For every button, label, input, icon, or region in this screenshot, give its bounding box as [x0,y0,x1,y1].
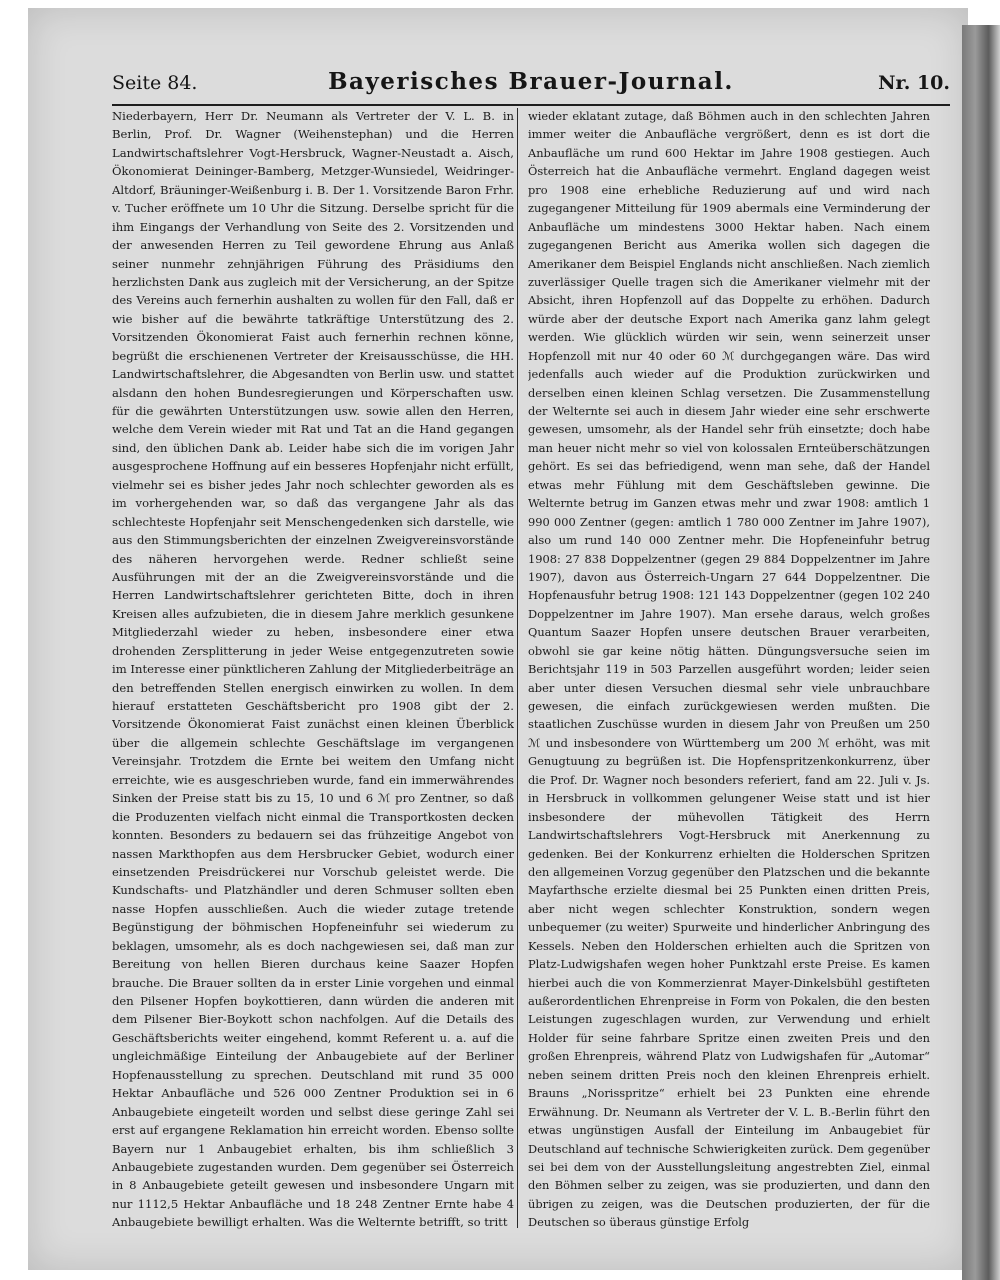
column-divider [517,108,518,1228]
binding-shadow [962,25,1000,1280]
header-rule [112,104,950,106]
body-text-right: wieder eklatant zutage, daß Böhmen auch in den schlechten Jahren immer weiter die Anbaufläche vergrößert, denn es ist dort die Anbaufläche um rund 600 Hektar im Jahre 1908 gestiegen. Auch Österreich hat die Anbaufläche vermehrt. England dagegen weist pro 1908 eine erhebliche Reduzierung auf und wird nach zugegangener Mitteilung für 1909 abermals eine Verminderung der Anbaufläche um mindestens 3000 Hektar haben. Nach einem zugegangenen Bericht aus Amerika wollen sich dagegen die Amerikaner dem Beispiel Englands nicht anschließen. Nach ziemlich zuverlässiger Quelle tragen sich die Amerikaner vielmehr mit der Absicht, ihren Hopfenzoll auf das Doppelte zu erhöhen. Dadurch würde aber der deutsche Export nach Amerika ganz lahm gelegt werden. Wie glücklich würden wir sein, wenn seinerzeit unser Hopfenzoll mit nur 40 oder 60 ℳ durchgegangen wäre. Das wird jedenfalls auch wieder auf die Produktion zurückwirken und derselben einen kleinen Schlag versetzen. Die Zusammenstellung der Welternte sei auch in diesem Jahr wieder eine sehr erschwerte gewesen, umsomehr, als der Handel sehr früh einsetzte; doch habe man heuer nicht mehr so viel von kolossalen Ernteüberschätzungen gehört. Es sei das befriedigend, wenn man sehe, daß der Handel etwas mehr Fühlung mit dem Geschäftsleben gewinne. Die Welternte betrug im Ganzen etwas mehr und zwar 1908: amtlich 1 990 000 Zentner (gegen: amtlich 1 780 000 Zentner im Jahre 1907), also um rund 140 000 Zentner mehr. Die Hopfeneinfuhr betrug 1908: 27 838 Doppelzentner (gegen 29 884 Doppelzentner im Jahre 1907), davon aus Österreich-Ungarn 27 644 Doppelzentner. Die Hopfenausfuhr betrug 1908: 121 143 Doppelzentner (gegen 102 240 Doppelzentner im Jahre 1907). Man ersehe daraus, welch großes Quantum Saazer Hopfen unsere deutschen Brauer verarbeiten, obwohl sie gar keine nötig hätten. Düngungsversuche seien im Berichtsjahr 119 in 503 Parzellen ausgeführt worden; leider seien aber unter diesen Versuchen diesmal sehr viele unbrauchbare gewesen, die einfach zurückgewiesen werden mußten. Die staatlichen Zuschüsse wurden in diesem Jahr von Preußen um 250 ℳ und insbesondere von Württemberg um 200 ℳ erhöht, was mit Genugtuung zu begrüßen ist. Die Hopfenspritzenkonkurrenz, über die Prof. Dr. Wagner noch besonders referiert, fand am 22. Juli v. Js. in Hersbruck in vollkommen gelungener Weise statt und ist hier insbesondere der mühevollen Tätigkeit des Herrn Landwirtschaftslehrers Vogt-Hersbruck mit Anerkennung zu gedenken. Bei der Konkurrenz erhielten die Holderschen Spritzen den allgemeinen Vorzug gegenüber den Platzschen und die bekannte Mayfarthsche erzielte diesmal bei 25 Punkten einen dritten Preis, aber nicht wegen schlechter Konstruktion, sondern wegen unbequemer (zu weiter) Spurweite und hinderlicher Anbringung des Kessels. Neben den Holderschen erhielten auch die Spritzen von Platz-Ludwigshafen wegen hoher Punktzahl erste Preise. Es kamen hierbei auch die von Kommerzienrat Mayer-Dinkelsbühl gestifteten außerordentlichen Ehrenpreise in Form von Pokalen, die den besten Leistungen zugeschlagen wurden, zur Verwendung und erhielt Holder für seine fahrbare Spritze einen zweiten Preis und den großen Ehrenpreis, während Platz von Ludwigshafen für „Automar“ neben seinem dritten Preis noch den kleinen Ehrenpreis erhielt. Brauns „Norisspritze“ erhielt bei 23 Punkten eine ehrende Erwähnung. Dr. Neumann als Vertreter der V. L. B.-Berlin führt den etwas ungünstigen Ausfall der Einteilung im Anbaugebiet für Deutschland auf technische Schwierigkeiten zurück. Dem gegenüber sei bei dem von der Ausstellungsleitung angestrebten Ziel, einmal den Böhmen selber zu zeigen, was sie produzierten, und dann den übrigen zu zeigen, was die Deutschen produzierten, der für die Deutschen so überaus günstige Erfolg [528,109,930,1230]
body-text-left: Niederbayern, Herr Dr. Neumann als Vertreter der V. L. B. in Berlin, Prof. Dr. Wagner (Weihenstephan) und die Herren Landwirtschaftslehrer Vogt-Hersbruck, Wagner-Neustadt a. Aisch, Ökonomierat Deininger-Bamberg, Metzger-Wunsiedel, Weidringer-Altdorf, Bräuninger-Weißenburg i. B. Der 1. Vorsitzende Baron Frhr. v. Tucher eröffnete um 10 Uhr die Sitzung. Derselbe spricht für die ihm Eingangs der Verhandlung von Seite des 2. Vorsitzenden und der anwesenden Herren zu Teil gewordene Ehrung aus Anlaß seiner nunmehr zehnjährigen Führung des Präsidiums den herzlichsten Dank aus zugleich mit der Versicherung, an der Spitze des Vereins auch fernerhin aushalten zu wollen für den Fall, daß er wie bisher auf die bewährte tatkräftige Unterstützung des 2. Vorsitzenden Ökonomierat Faist auch fernerhin rechnen könne, begrüßt die erschienenen Vertreter der Kreisausschüsse, die HH. Landwirtschaftslehrer, die Abgesandten von Berlin usw. und stattet alsdann den hohen Bundesregierungen und Körperschaften usw. für die gewährten Unterstützungen usw. sowie allen den Herren, welche dem Verein wieder mit Rat und Tat an die Hand gegangen sind, den üblichen Dank ab. Leider habe sich die im vorigen Jahr ausgesprochene Hoffnung auf ein besseres Hopfenjahr nicht erfüllt, vielmehr sei es bisher jedes Jahr noch schlechter geworden als es im vorhergehenden war, so daß das vergangene Jahr als das schlechteste Hopfenjahr seit Menschengedenken sich darstelle, wie aus den Stimmungsberichten der einzelnen Zweigvereinsvorstände des näheren hervorgehen werde. Redner schließt seine Ausführungen mit der an die Zweigvereinsvorstände und die Herren Landwirtschaftslehrer gerichteten Bitte, doch in ihren Kreisen alles aufzubieten, die in diesem Jahre merklich gesunkene Mitgliederzahl wieder zu heben, insbesondere einer etwa drohenden Zersplitterung in jeder Weise entgegenzutreten sowie im Interesse einer pünktlicheren Zahlung der Mitgliederbeiträge an den betreffenden Stellen energisch einwirken zu wollen. In dem hierauf erstatteten Geschäftsbericht pro 1908 gibt der 2. Vorsitzende Ökonomierat Faist zunächst einen kleinen Überblick über die allgemein schlechte Geschäftslage im vergangenen Vereinsjahr. Trotzdem die Ernte bei weitem den Umfang nicht erreichte, wie es ausgeschrieben wurde, fand ein immerwährendes Sinken der Preise statt bis zu 15, 10 und 6 ℳ pro Zentner, so daß die Produzenten vielfach nicht einmal die Transportkosten decken konnten. Besonders zu bedauern sei das frühzeitige Angebot von nassen Markthopfen aus dem Hersbrucker Gebiet, wodurch einer einsetzenden Preisdrückerei nur Vorschub geleistet werde. Die Kundschafts- und Platzhändler und deren Schmuser sollten eben nasse Hopfen ausschließen. Auch die wieder zutage tretende Begünstigung der böhmischen Hopfeneinfuhr sei wiederum zu beklagen, umsomehr, als es doch nachgewiesen sei, daß man zur Bereitung von hellen Bieren durchaus keine Saazer Hopfen brauche. Die Brauer sollten da in erster Linie vorgehen und einmal den Pilsener Hopfen boykottieren, dann würden die anderen mit dem Pilsener Bier-Boykott schon nachfolgen. Auf die Details des Geschäftsberichts weiter eingehend, kommt Referent u. a. auf die ungleichmäßige Einteilung der Anbaugebiete auf der Berliner Hopfenausstellung zu sprechen. Deutschland mit rund 35 000 Hektar Anbaufläche und 526 000 Zentner Produktion sei in 6 Anbaugebiete eingeteilt worden und selbst diese geringe Zahl sei erst auf ergangene Reklamation hin erreicht worden. Ebenso sollte Bayern nur 1 Anbaugebiet erhalten, bis ihm schließlich 3 Anbaugebiete zugestanden wurden. Dem gegenüber sei Österreich in 8 Anbaugebiete geteilt gewesen und insbesondere Ungarn mit nur 1112,5 Hektar Anbaufläche und 18 248 Zentner Ernte habe 4 Anbaugebiete bewilligt erhalten. Was die Welternte betrifft, so tritt [112,109,514,1230]
page-number: Seite 84. [112,72,198,94]
journal-title: Bayerisches Brauer-Journal. [328,68,734,95]
text-column-left [112,107,514,1235]
running-header [112,68,950,104]
text-column-right [528,107,930,1235]
issue-number: Nr. 10. [878,72,950,94]
